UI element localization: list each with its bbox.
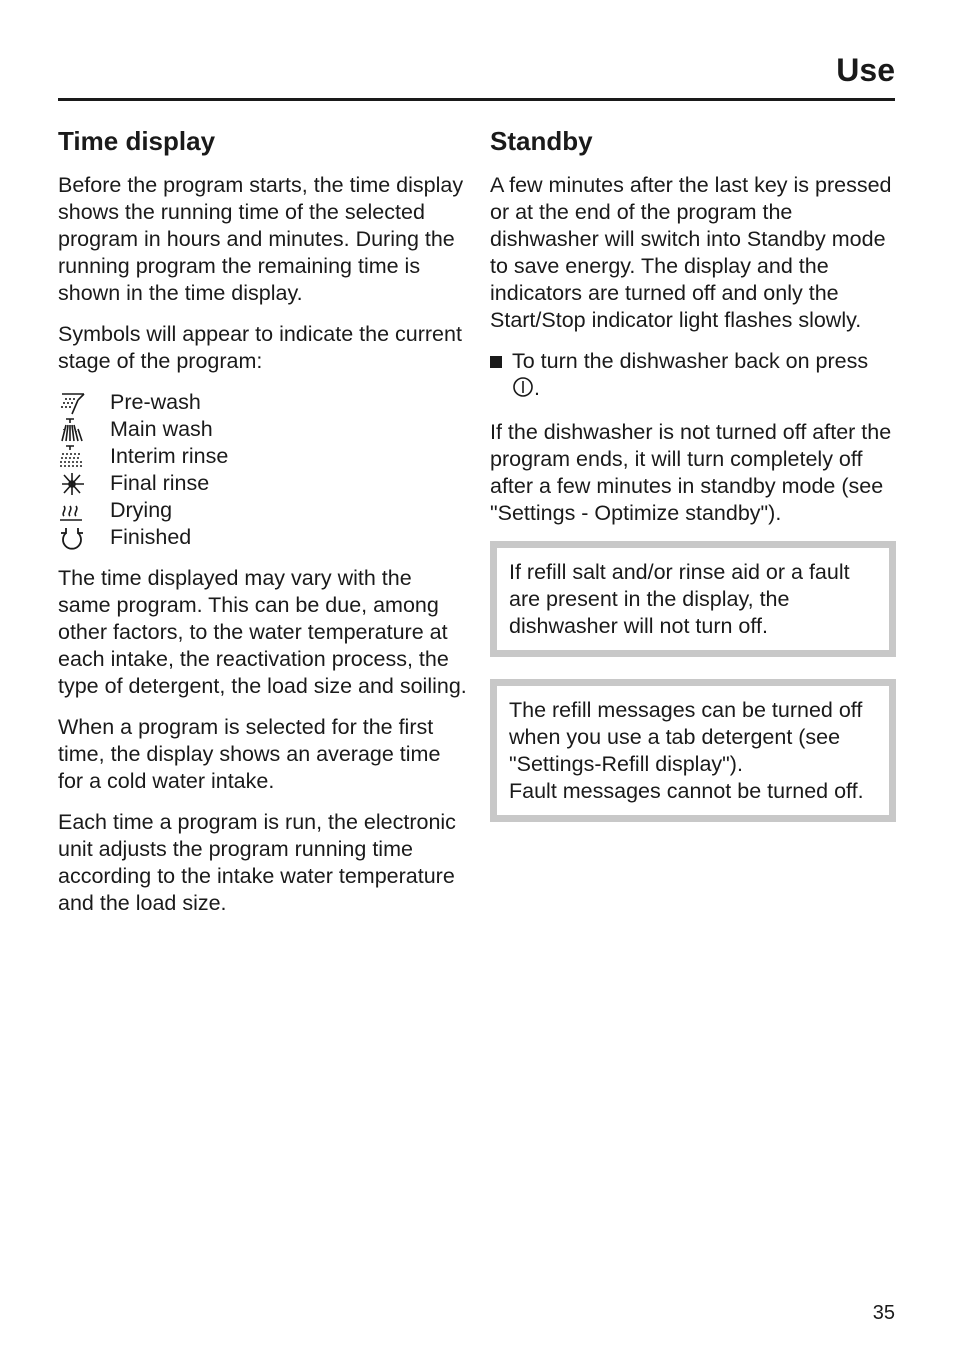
interim-rinse-icon xyxy=(58,444,90,470)
note-text-line-1: The refill messages can be turned off when you use a tab detergent (see "Settings-Refill display"). xyxy=(509,698,863,776)
drying-icon xyxy=(58,498,90,524)
note-text-line-2: Fault messages cannot be turned off. xyxy=(509,779,864,803)
time-display-paragraph-5: Each time a program is run, the electronic unit adjusts the program running time according to the intake water temperature and the load size. xyxy=(58,810,456,915)
standby-heading: Standby xyxy=(490,126,593,156)
turn-on-instruction xyxy=(490,348,896,405)
stage-label: Drying xyxy=(110,498,173,522)
left-column xyxy=(58,124,468,931)
stage-item xyxy=(58,524,468,551)
finished-icon xyxy=(58,525,90,551)
stage-label: Finished xyxy=(110,525,192,549)
standby-paragraph-2: If the dishwasher is not turned off after the program ends, it will turn completely off after a few minutes in standby mode (see "Settings - Optimize standby"). xyxy=(490,420,892,525)
stage-item xyxy=(58,497,468,524)
stage-item xyxy=(58,443,468,470)
page-number: 35 xyxy=(872,1302,895,1324)
stage-label: Final rinse xyxy=(110,471,210,495)
stage-item xyxy=(58,416,468,443)
stage-label: Main wash xyxy=(110,417,213,441)
page-title: Use xyxy=(836,52,895,88)
header-rule xyxy=(58,98,895,101)
main-wash-icon xyxy=(58,417,90,443)
program-stage-list xyxy=(58,389,468,551)
standby-paragraph-1: A few minutes after the last key is pressed or at the end of the program the dishwasher will switch into Standby mode to save energy. The display and the indicators are turned off and only the Start/Stop indicator light flashes slowly. xyxy=(490,173,892,332)
note-box-refill-messages xyxy=(490,679,896,822)
power-button-icon xyxy=(512,376,534,405)
time-display-paragraph-1: Before the program starts, the time display shows the running time of the selected program in hours and minutes. During the running program the remaining time is shown in the time display. xyxy=(58,173,464,305)
instruction-text: To turn the dishwasher back on press xyxy=(512,349,869,373)
stage-label: Pre-wash xyxy=(110,390,201,414)
stage-item xyxy=(58,389,468,416)
time-display-paragraph-4: When a program is selected for the first time, the display shows an average time for a cold water intake. xyxy=(58,715,441,793)
time-display-paragraph-3: The time displayed may vary with the same program. This can be due, among other factors, to the water temperature at each intake, the reactivation process, the type of detergent, the load size and soiling. xyxy=(58,566,467,698)
time-display-paragraph-2: Symbols will appear to indicate the current stage of the program: xyxy=(58,322,462,373)
bullet-square-icon xyxy=(490,356,502,368)
time-display-heading: Time display xyxy=(58,126,216,156)
stage-item xyxy=(58,470,468,497)
pre-wash-icon xyxy=(58,390,90,416)
right-column xyxy=(490,124,896,844)
instruction-period: . xyxy=(534,376,540,400)
instruction-text-wrapper xyxy=(512,348,868,405)
stage-label: Interim rinse xyxy=(110,444,229,468)
final-rinse-icon xyxy=(58,471,90,497)
note-text: If refill salt and/or rinse aid or a fault are present in the display, the dishwasher will not turn off. xyxy=(509,560,850,638)
note-box-refill-fault xyxy=(490,541,896,657)
